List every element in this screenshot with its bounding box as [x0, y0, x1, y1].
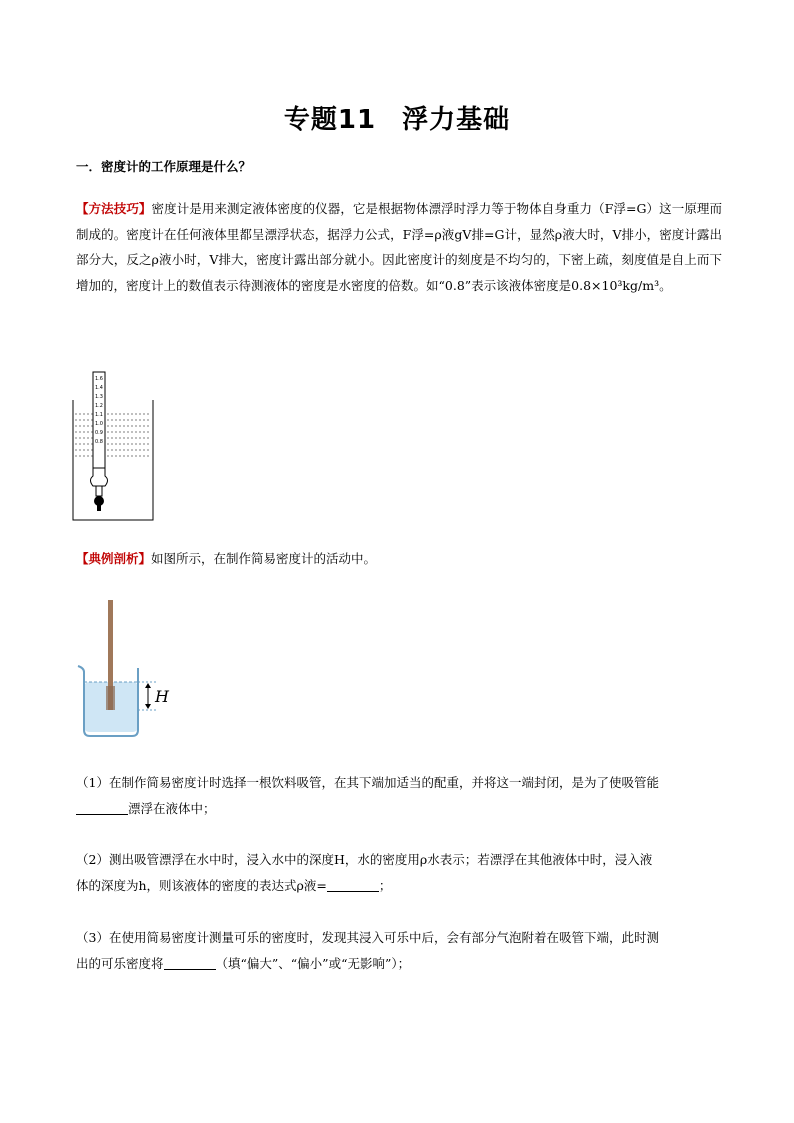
q3-line2-end: （填“偏大”、“偏小”或“无影响”）； [215, 955, 411, 971]
straw-beaker-figure [76, 598, 186, 742]
q3-line2: 出的可乐密度将 [76, 955, 164, 971]
q2-line2-end: ； [378, 877, 392, 893]
answer-blank-1[interactable] [76, 802, 128, 815]
example-text: 如图所示，在制作简易密度计的活动中。 [151, 551, 377, 566]
scale-label: 1.1 [95, 412, 103, 418]
q3-line1: （3）在使用简易密度计测量可乐的密度时，发现其浸入可乐中后，会有部分气泡附着在吸管下端，此时测 [76, 930, 659, 945]
answer-blank-2[interactable] [327, 879, 379, 892]
scale-label: 1.0 [95, 421, 103, 427]
q1-line1: （1）在制作简易密度计时选择一根饮料吸管，在其下端加适当的配重，并将这一端封闭，是为了使吸管能 [76, 775, 659, 790]
scale-label: 1.2 [95, 403, 103, 409]
answer-blank-3[interactable] [164, 957, 216, 970]
method-tag: 【方法技巧】 [76, 201, 152, 216]
section-heading: 一．密度计的工作原理是什么？ [76, 159, 252, 174]
hydrometer-figure [70, 370, 156, 524]
q2-line1: （2）测出吸管漂浮在水中时，浸入水中的深度H，水的密度用ρ水表示；若漂浮在其他液体中时，浸入液 [76, 852, 653, 867]
method-text: 密度计是用来测定液体密度的仪器，它是根据物体漂浮时浮力等于物体自身重力（F浮=G）这一原理而制成的。密度计在任何液体里都呈漂浮状态，据浮力公式，F浮=ρ液gV排=G计，显然ρ液大时，V排小，密度计露出部分大，反之ρ液小时，V排大，密度计露出部分就小。因此密度计的刻度是不均匀的，下密上疏，刻度值是自上而下增加的，密度计上的数值表示待测液体的密度是水密度的倍数。如“0.8”表示该液体密度是0.8×10³kg/m³。 [76, 201, 722, 293]
page-title [0, 99, 794, 136]
example-tag: 【典例剖析】 [76, 551, 152, 566]
scale-label: 0.9 [95, 430, 103, 436]
question-3 [76, 925, 722, 976]
question-1 [76, 770, 722, 821]
scale-label: 1.6 [95, 376, 103, 382]
q2-line2: 体的深度为h，则该液体的密度的表达式ρ液= [76, 877, 327, 893]
scale-label: 1.4 [95, 385, 103, 391]
question-2 [76, 847, 722, 898]
method-paragraph [76, 196, 722, 298]
example-paragraph [76, 546, 722, 572]
depth-label: H [155, 687, 169, 706]
title-prefix: 专题11 [283, 105, 377, 135]
title-main: 浮力基础 [402, 105, 511, 135]
scale-label: 0.8 [95, 439, 103, 445]
q1-line2: 漂浮在液体中； [128, 800, 216, 816]
scale-label: 1.3 [95, 394, 103, 400]
